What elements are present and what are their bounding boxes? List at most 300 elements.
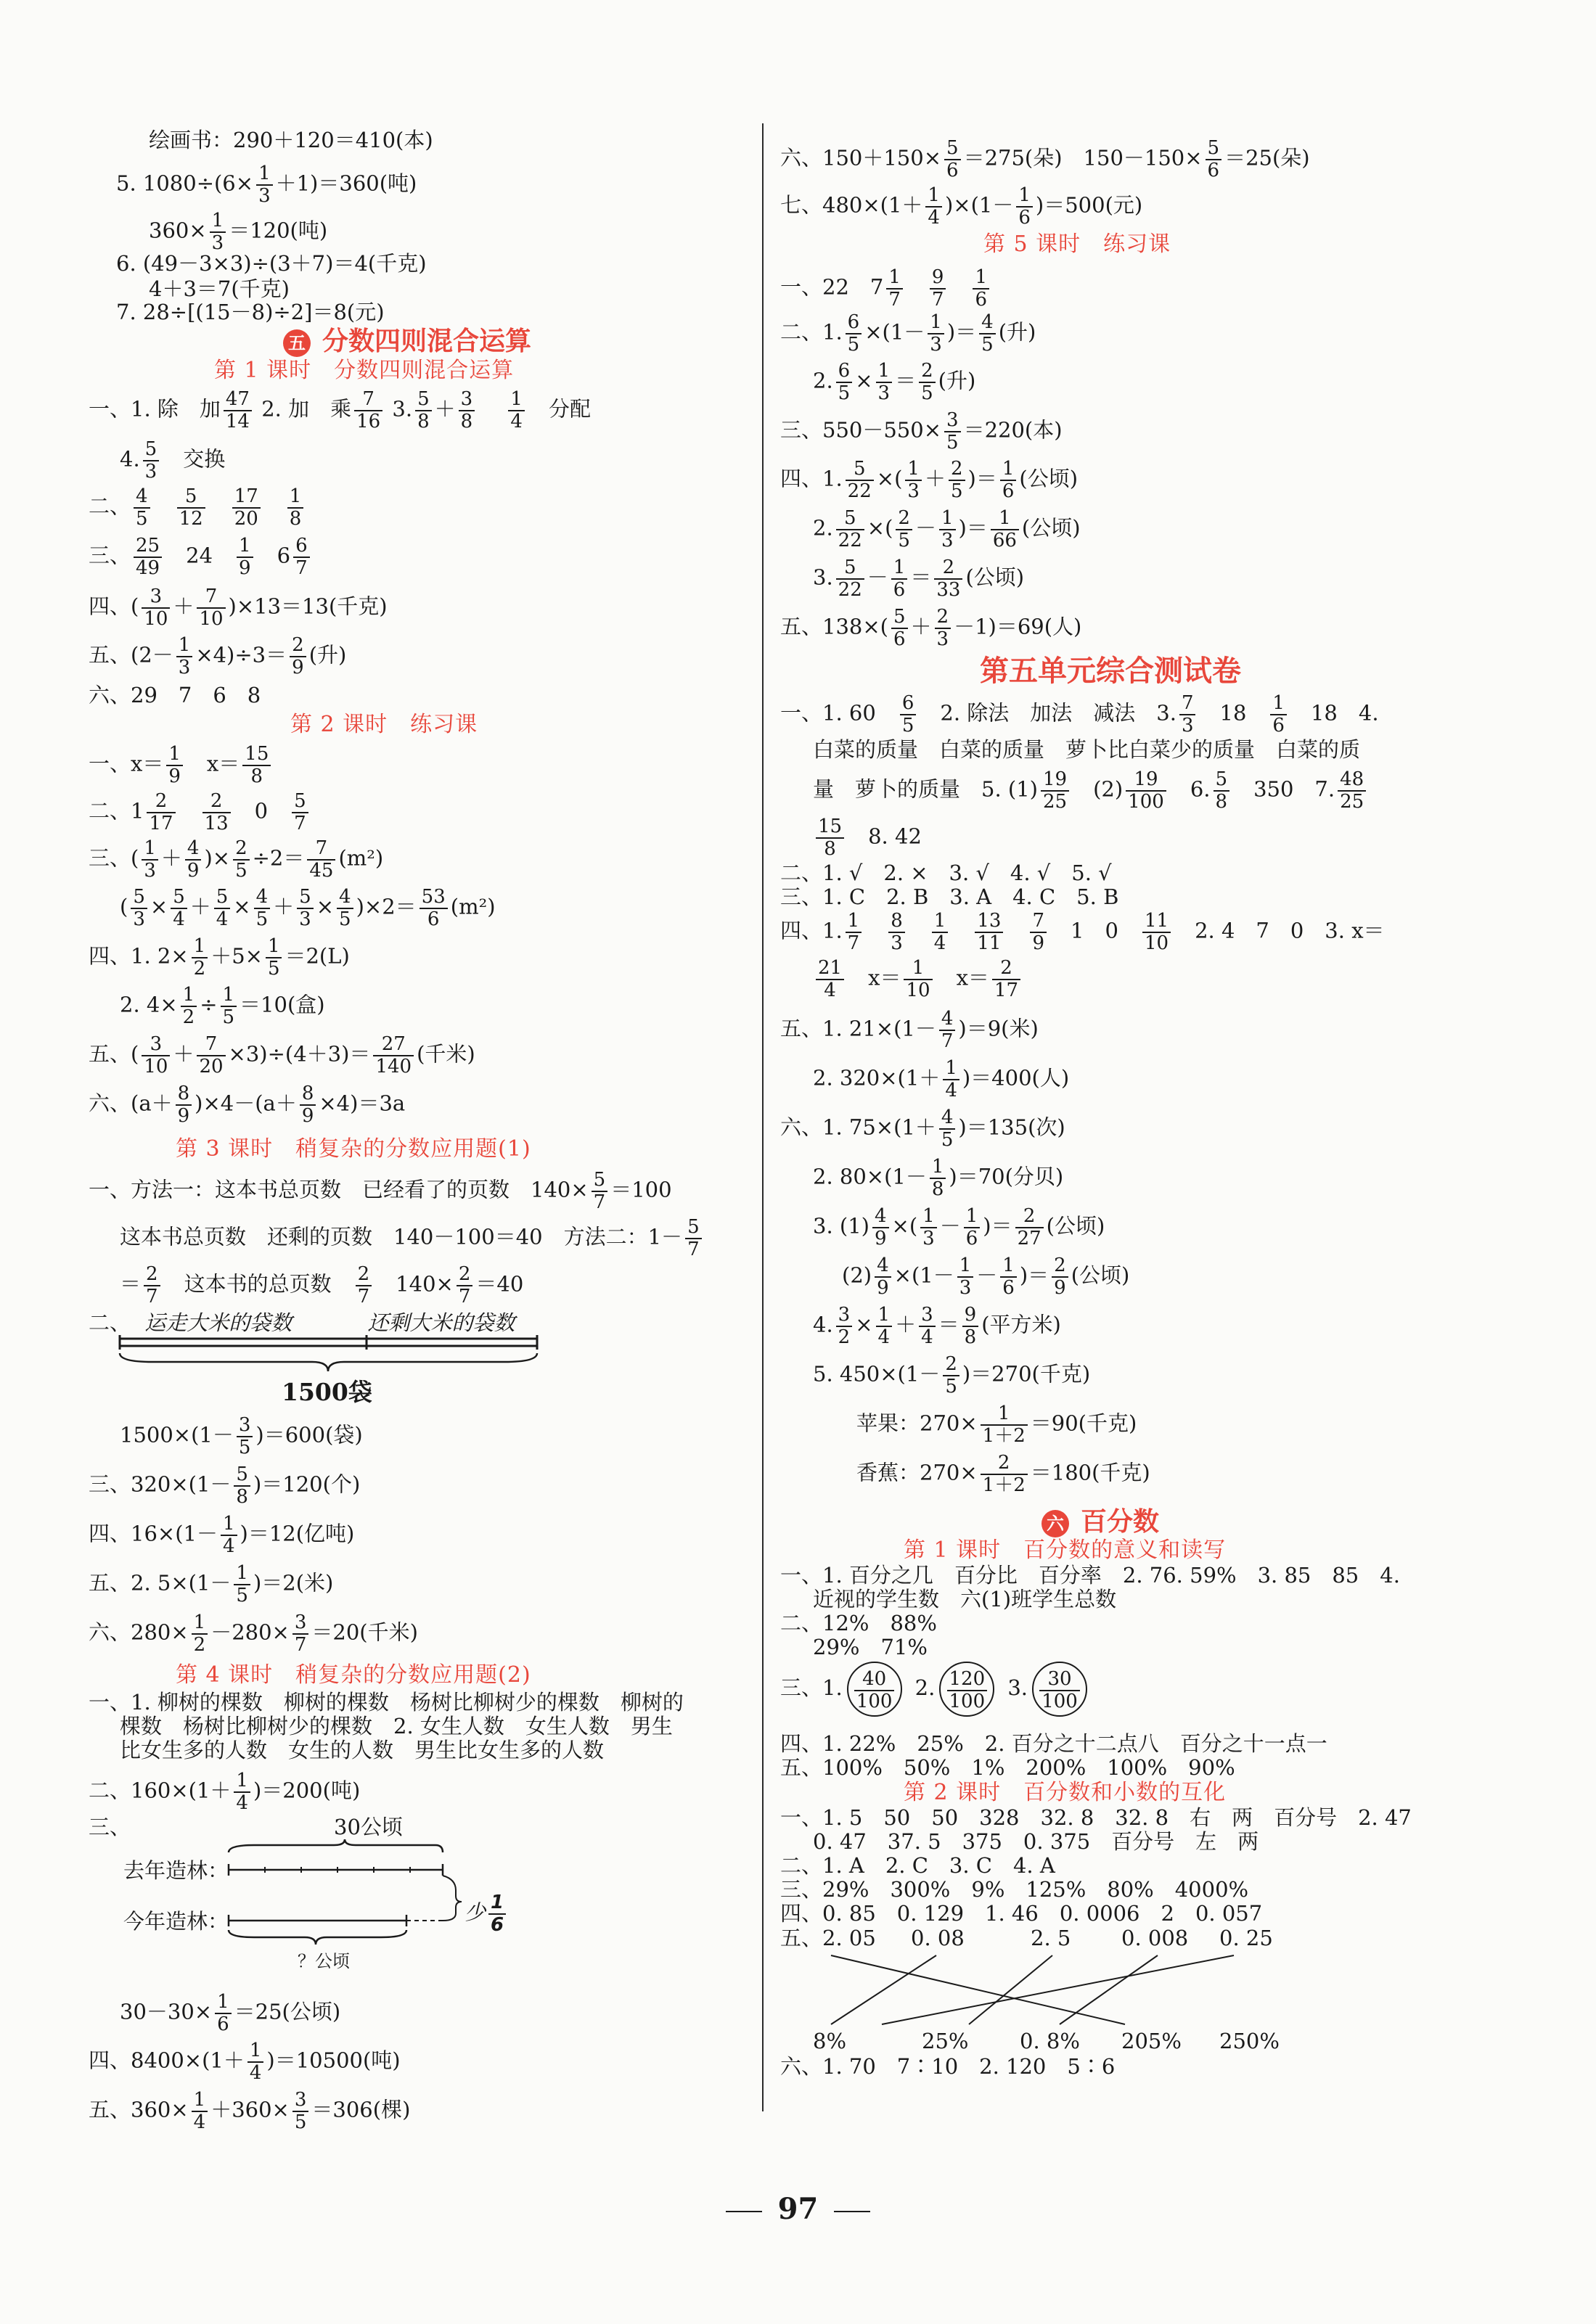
fraction-denominator: 9	[168, 765, 181, 787]
answer-line: 六、280× $\frac{1}{2}$ －280× $\frac{3}{7}$ ＝20(千米)	[89, 1611, 418, 1656]
answer-line: 六、1. 75×(1＋ $\frac{4}{5}$ )＝135(次)	[780, 1106, 1065, 1151]
fraction	[144, 1264, 160, 1307]
fraction-numerator: 19	[1126, 769, 1166, 792]
fraction	[300, 1083, 316, 1126]
answer-line: 三、	[89, 1815, 131, 1839]
fraction	[836, 361, 853, 403]
answer-line: 3. (1) $\frac{4}{9}$ ×( $\frac{1}{3}$ － $\frac{1}{6}$ )＝ $\frac{2}{27}$ (公顷)	[813, 1205, 1105, 1249]
diagram-label: 去年造林：	[123, 1858, 229, 1883]
fraction-denominator: 7	[931, 288, 944, 311]
fraction	[237, 535, 253, 578]
fraction	[836, 508, 864, 551]
fraction	[171, 887, 187, 929]
fraction-denominator: 7	[847, 932, 860, 954]
fraction	[234, 1770, 250, 1813]
page-number-dash	[834, 2211, 870, 2212]
fraction	[939, 508, 956, 551]
fraction-numerator: 4	[134, 486, 150, 509]
fraction	[234, 1563, 250, 1606]
fraction-denominator: 2	[193, 957, 206, 980]
fraction-numerator: 5	[1206, 138, 1222, 160]
unit-heading: 五 分数四则混合运算	[283, 325, 531, 358]
answer-line: 六、(a＋ $\frac{8}{9}$ )×4－(a＋ $\frac{8}{9}$ ×4)＝3a	[89, 1083, 406, 1127]
answer-line: 5. 1080÷(6× $\frac{1}{3}$ ＋1)＝360(吨)	[116, 163, 417, 207]
fraction	[846, 911, 862, 953]
fraction-numerator: 2	[1052, 1255, 1068, 1278]
fraction-denominator: 8	[460, 410, 473, 432]
fraction	[415, 389, 432, 432]
fraction-denominator: 3	[1181, 714, 1194, 736]
fraction-numerator: 1	[925, 185, 942, 208]
answer-line: 五、2. 5×(1－ $\frac{1}{5}$ )＝2(米)	[89, 1562, 334, 1606]
fraction	[221, 1514, 237, 1556]
fraction	[592, 1170, 608, 1212]
fraction-denominator: 6	[1207, 159, 1220, 181]
fraction-denominator: 17	[994, 979, 1019, 1001]
fraction	[287, 486, 304, 529]
unit-heading: 六 百分数	[1042, 1506, 1159, 1538]
fraction	[457, 1264, 473, 1307]
fraction-denominator: 4	[928, 206, 940, 229]
fraction-numerator: 1	[234, 1563, 250, 1585]
answer-line: 一、1. 柳树的棵数 柳树的棵数 杨树比柳树少的棵数 柳树的	[89, 1690, 684, 1715]
fraction-denominator: 9	[177, 1104, 190, 1127]
fraction-numerator: 8	[300, 1083, 316, 1106]
fraction-denominator: 7	[458, 1285, 471, 1307]
fraction	[932, 911, 949, 953]
lesson-heading: 第 3 课时 稍复杂的分数应用题(1)	[176, 1136, 531, 1162]
page-number-dash	[726, 2211, 762, 2212]
fraction-denominator: 22	[838, 529, 862, 551]
fraction-denominator: 7	[295, 557, 308, 579]
answer-line: 三、550－550× $\frac{3}{5}$ ＝220(本)	[780, 409, 1063, 453]
fraction-numerator: 3	[142, 586, 170, 609]
answer-line: 2. 80×(1－ $\frac{1}{8}$ )＝70(分贝)	[813, 1156, 1064, 1200]
answer-line: 五、(2－ $\frac{1}{3}$ ×4)÷3＝ $\frac{2}{9}$ (升)	[89, 634, 347, 678]
answer-line: 7. 28÷[(15－8)÷2]＝8(元)	[116, 300, 385, 324]
fraction-numerator: 30	[1039, 1669, 1080, 1691]
matching-bottom-item: 8%	[813, 2029, 847, 2053]
fraction	[247, 2040, 264, 2083]
fraction	[337, 887, 353, 929]
fraction-denominator: 9	[187, 859, 200, 882]
fraction-denominator: 4	[510, 410, 523, 432]
answer-line: 30－30× $\frac{1}{6}$ ＝25(公顷)	[120, 1991, 341, 2035]
matching-top-item: 0. 25	[1219, 1926, 1273, 1950]
fraction	[1142, 911, 1171, 953]
fraction-numerator: 120	[947, 1669, 988, 1691]
fraction-numerator: 9	[930, 267, 946, 290]
fraction-denominator: 4	[173, 908, 185, 930]
fraction-denominator: 3	[144, 460, 157, 483]
fraction-numerator: 1	[215, 1992, 232, 2014]
fraction-numerator: 3	[292, 1612, 309, 1635]
answer-line: $\frac{21}{4}$ x＝ $\frac{1}{10}$ x＝ $\frac{2}{17}$	[813, 958, 1023, 1001]
fraction	[290, 635, 306, 678]
fraction-numerator: 1	[876, 361, 893, 383]
answer-line: 一、1. 60 $\frac{6}{5}$ 2. 除法 加法 减法 3. $\frac{7}{3}$ 18 $\frac{1}{6}$ 18 4.	[780, 692, 1379, 736]
answer-line: 三、320×(1－ $\frac{5}{8}$ )＝120(个)	[89, 1463, 361, 1508]
fraction-denominator: 9	[239, 557, 251, 579]
fraction	[919, 361, 936, 403]
handwritten-label: 运走大米的袋数	[144, 1310, 292, 1335]
fraction-denominator: 17	[149, 812, 173, 834]
fraction-denominator: 5	[255, 908, 269, 930]
fraction	[508, 389, 525, 432]
fraction-denominator: 5	[339, 908, 351, 930]
fraction-numerator: 3	[237, 1415, 253, 1437]
fraction-numerator: 2	[290, 635, 306, 657]
matching-lines	[780, 1952, 1303, 2032]
matching-top-item: 0. 008	[1121, 1926, 1189, 1950]
fraction-numerator: 15	[816, 816, 844, 839]
fraction	[934, 557, 962, 600]
fraction-numerator: 40	[854, 1669, 895, 1691]
matching-bottom-item: 250%	[1219, 2029, 1280, 2053]
fraction-denominator: 6	[965, 1227, 978, 1249]
fraction-denominator: 3	[144, 859, 156, 882]
matching-bottom-item: 0. 8%	[1020, 2029, 1080, 2053]
fraction-numerator: 1	[891, 557, 908, 580]
fraction-numerator: 1	[221, 1514, 237, 1536]
fraction-numerator: 21	[816, 958, 844, 980]
fraction-numerator: 5	[685, 1217, 702, 1239]
fraction-denominator: 3	[891, 932, 903, 954]
fraction-numerator: 19	[1041, 769, 1069, 792]
fraction-numerator: 1	[192, 2090, 208, 2112]
answer-line: 6. (49－3×3)÷(3＋7)＝4(千克)	[116, 251, 427, 276]
fraction-numerator: 1	[928, 312, 944, 334]
answer-line: 棵数 杨树比柳树少的棵数 2. 女生人数 女生人数 男生	[120, 1714, 673, 1738]
fraction-numerator: 2	[935, 607, 952, 629]
fraction	[373, 1034, 414, 1077]
answer-line: 六、29 7 6 8	[89, 683, 261, 707]
fraction-numerator: 6	[293, 535, 310, 558]
fraction-numerator: 1	[266, 936, 282, 958]
fraction-numerator: 4	[872, 1206, 889, 1228]
answer-line: 四、1. 22% 25% 2. 百分之十二点八 百分之十一点一	[780, 1731, 1327, 1756]
fraction-denominator: 7	[593, 1191, 606, 1213]
fraction	[176, 635, 193, 678]
fraction	[292, 2090, 309, 2132]
fraction	[202, 791, 231, 834]
fraction	[233, 838, 250, 881]
fraction-denominator: 5	[901, 714, 914, 736]
fraction-numerator: 15	[242, 744, 271, 766]
fraction-numerator: 1	[210, 210, 226, 233]
fraction-numerator: 1	[939, 508, 956, 530]
answer-line: 0. 47 37. 5 375 0. 375 百分号 左 两	[813, 1829, 1259, 1854]
fraction	[214, 887, 231, 929]
diagram-total: 30公顷	[334, 1815, 403, 1839]
fraction-denominator: 7	[294, 812, 306, 834]
answer-line: 四、1. 2× $\frac{1}{2}$ ＋5× $\frac{1}{5}$ ＝2(L)	[89, 935, 350, 980]
fraction-denominator: 4	[921, 1326, 933, 1348]
fraction-denominator: 7	[687, 1238, 700, 1260]
fraction-numerator: 1	[904, 958, 932, 980]
fraction	[142, 1034, 170, 1077]
fraction-numerator: 2	[896, 508, 912, 530]
fraction-numerator: 3	[944, 410, 961, 432]
fraction-denominator: 16	[356, 410, 381, 432]
answer-line: 三、1. C 2. B 3. A 4. C 5. B	[780, 884, 1119, 909]
fraction	[1214, 769, 1230, 812]
fraction	[896, 508, 912, 551]
fraction	[192, 1612, 208, 1655]
fraction	[1179, 693, 1196, 736]
fraction	[876, 1305, 893, 1347]
fraction-numerator: 4	[254, 887, 271, 909]
fraction-numerator: 8	[888, 911, 905, 933]
fraction	[254, 887, 271, 929]
fraction-denominator: 27	[1017, 1227, 1042, 1249]
fraction	[888, 911, 905, 953]
answer-line: 六、150＋150× $\frac{5}{6}$ ＝275(朵) 150－150× $\frac{5}{6}$ ＝25(朵)	[780, 137, 1310, 181]
fraction-denominator: 4	[824, 979, 836, 1001]
fraction-numerator: 1	[932, 911, 949, 933]
unit-badge: 六	[1042, 1510, 1069, 1537]
answer-line: 七、480×(1＋ $\frac{1}{4}$ )×(1－ $\frac{1}{6}$ )＝500(元)	[780, 184, 1143, 229]
fraction	[1052, 1255, 1068, 1298]
circled-fraction	[939, 1662, 994, 1717]
fraction-denominator: 3	[877, 382, 891, 404]
fraction-numerator: 5	[1214, 769, 1230, 792]
fraction	[131, 887, 147, 929]
fraction	[935, 607, 952, 649]
fraction-numerator: 5	[836, 557, 864, 580]
fraction-denominator: 6	[1018, 206, 1031, 229]
fraction	[192, 936, 208, 979]
fraction-numerator: 2	[1015, 1206, 1044, 1228]
fraction	[920, 1206, 937, 1249]
fraction-denominator: 5	[222, 1006, 235, 1028]
fraction-numerator: 1	[247, 2040, 264, 2063]
fraction	[242, 744, 271, 787]
fraction-numerator: 25	[134, 535, 162, 558]
answer-line: 二、12% 88%	[780, 1611, 937, 1635]
answer-line: 比女生多的人数 女生的人数 男生比女生多的人数	[120, 1738, 605, 1762]
bar-diagram	[116, 1331, 544, 1375]
page-number: 97	[0, 2191, 1596, 2227]
fraction-numerator: 8	[176, 1083, 192, 1106]
answer-line: 四、8400×(1＋ $\frac{1}{4}$ )＝10500(吨)	[89, 2040, 401, 2084]
answer-line: 五、100% 50% 1% 200% 100% 90%	[780, 1755, 1235, 1780]
fraction	[147, 791, 175, 834]
fraction-denominator: 8	[824, 837, 836, 860]
fraction-numerator: 1	[964, 1206, 981, 1228]
fraction-denominator: 20	[234, 507, 258, 530]
fraction-denominator: 5	[921, 382, 933, 404]
fraction-denominator: 8	[1215, 790, 1228, 813]
answer-line: 量 萝卜的质量 5. (1) $\frac{19}{25}$ (2) $\frac{19}{100}$ 6. $\frac{5}{8}$ 350 7. $\frac{48}{25}$	[813, 769, 1369, 812]
fraction-denominator: 10	[144, 607, 168, 630]
fraction	[957, 1255, 974, 1298]
fraction-numerator: 7	[1179, 693, 1196, 715]
diagram-label: 今年造林：	[123, 1909, 229, 1934]
fraction	[685, 1217, 702, 1260]
fraction	[949, 459, 965, 501]
fraction-numerator: 5	[131, 887, 147, 909]
matching-bottom-item: 25%	[922, 2029, 969, 2053]
answer-line: 二、1. √ 2. × 3. √ 4. √ 5. √	[780, 861, 1112, 885]
fraction-denominator: 6	[1002, 1276, 1015, 1299]
matching-top-item: 2. 5	[1031, 1926, 1071, 1950]
lesson-heading: 第 1 课时 分数四则混合运算	[214, 358, 515, 383]
fraction-denominator: 9	[877, 1276, 889, 1299]
fraction	[891, 607, 908, 649]
fraction-numerator: 4	[185, 838, 202, 861]
fraction	[1338, 769, 1366, 812]
fraction	[292, 791, 308, 834]
fraction-denominator: 2	[838, 1326, 851, 1348]
fraction	[930, 267, 946, 310]
fraction-numerator: 1	[846, 911, 862, 933]
answer-line: 近视的学生数 六(1)班学生总数	[813, 1587, 1117, 1611]
fraction	[354, 389, 382, 432]
fraction-numerator: 17	[232, 486, 261, 509]
fraction-denominator: 3	[922, 1227, 935, 1249]
fraction-numerator: 53	[420, 887, 448, 909]
answer-line: 二、 运走大米的袋数 还剩大米的袋数	[89, 1310, 515, 1335]
fraction-numerator: 2	[992, 958, 1020, 980]
fraction-numerator: 4	[939, 1009, 956, 1031]
fraction	[177, 486, 205, 529]
answer-line: ＝ $\frac{2}{7}$ 这本书的总页数 $\frac{2}{7}$ 140× $\frac{2}{7}$ ＝40	[120, 1263, 524, 1307]
fraction-denominator: 5	[950, 480, 963, 502]
fraction-numerator: 1	[1000, 1255, 1017, 1278]
fraction-numerator: 5	[592, 1170, 608, 1192]
fraction-numerator: 11	[1142, 911, 1171, 933]
fraction	[943, 1058, 959, 1101]
fraction	[197, 1034, 225, 1077]
fraction-denominator: 1＋2	[982, 1424, 1026, 1447]
fraction	[836, 1305, 853, 1347]
fraction	[925, 185, 942, 228]
answer-line: 二、1. $\frac{6}{5}$ ×(1－ $\frac{1}{3}$ )＝ $\frac{4}{5}$ (升)	[780, 311, 1036, 356]
fraction	[1126, 769, 1166, 812]
fraction	[975, 911, 1003, 953]
fraction-numerator: 1	[920, 1206, 937, 1228]
fraction	[979, 312, 996, 355]
answer-line: 二、 $\frac{4}{5}$ $\frac{5}{12}$ $\frac{17}{20}$ $\frac{1}{8}$	[89, 486, 306, 529]
fraction-denominator: 9	[301, 1104, 314, 1127]
answer-line: 29% 71%	[813, 1635, 928, 1659]
fraction	[142, 838, 158, 881]
fraction-denominator: 10	[1144, 932, 1169, 954]
fraction	[891, 557, 908, 600]
fraction-numerator: 1	[192, 1612, 208, 1635]
fraction	[292, 1612, 309, 1655]
fraction-numerator: 6	[846, 312, 862, 334]
fraction	[875, 1255, 891, 1298]
fraction-numerator: 1	[1000, 459, 1017, 481]
fraction-denominator: 22	[847, 480, 872, 502]
fraction-numerator: 1	[1016, 185, 1033, 208]
fraction-denominator: 4	[193, 2111, 206, 2133]
answer-line: 一、1. 除 加 $\frac{47}{14}$ 2. 加 乘 $\frac{7}{16}$ 3. $\frac{5}{8}$ ＋ $\frac{3}{8}$ $\frac{1}{4}$ 分配	[89, 388, 591, 432]
fraction	[234, 1464, 250, 1507]
fraction-numerator: 1	[142, 838, 158, 861]
fraction-denominator: 3	[930, 333, 942, 356]
fraction-numerator: 5	[846, 459, 874, 481]
fraction-denominator: 5	[136, 507, 148, 530]
fraction-numerator: 1	[930, 1157, 946, 1179]
fraction-numerator: 5	[214, 887, 231, 909]
fraction-denominator: 8	[250, 765, 263, 787]
fraction	[224, 389, 252, 432]
fraction	[197, 586, 225, 629]
fraction-denominator: 4	[222, 1535, 235, 1557]
lesson-heading: 第 1 课时 百分数的意义和读写	[904, 1537, 1227, 1563]
fraction-numerator: 2	[356, 1264, 372, 1286]
fraction-numerator: 1	[176, 635, 193, 657]
circled-fraction	[1032, 1662, 1087, 1717]
fraction-numerator: 5	[234, 1464, 250, 1487]
fraction	[876, 361, 893, 403]
answer-line: 4. $\frac{3}{2}$ × $\frac{1}{4}$ ＋ $\frac{3}{4}$ ＝ $\frac{9}{8}$ (平方米)	[813, 1304, 1061, 1348]
fraction	[944, 138, 961, 181]
handwritten-label: 还剩大米的袋数	[367, 1310, 515, 1335]
fraction	[981, 1403, 1028, 1446]
fraction-denominator: 7	[357, 1285, 370, 1307]
fraction-numerator: 5	[177, 486, 205, 509]
fraction-denominator: 4	[249, 2061, 262, 2084]
fraction-denominator: 8	[964, 1326, 977, 1348]
fraction-numerator: 1	[957, 1255, 974, 1278]
answer-line: 2. 320×(1＋ $\frac{1}{4}$ )＝400(人)	[813, 1057, 1070, 1101]
fraction-denominator: 9	[874, 1227, 887, 1249]
fraction	[947, 1669, 988, 1712]
lesson-heading: 第 2 课时 百分数和小数的互化	[904, 1780, 1227, 1805]
fraction-numerator: 27	[373, 1034, 414, 1056]
fraction-numerator: 1	[991, 508, 1019, 530]
fraction-denominator: 2	[182, 1006, 195, 1028]
fraction-denominator: 14	[225, 410, 250, 432]
fraction-numerator: 4	[939, 1107, 956, 1130]
fraction	[854, 1669, 895, 1712]
answer-line: 六、1. 70 7∶10 2. 120 5∶6	[780, 2054, 1116, 2079]
fraction-numerator: 1	[508, 389, 525, 411]
fraction-numerator: 2	[147, 791, 175, 813]
fraction	[992, 958, 1020, 1001]
fraction	[846, 459, 874, 501]
fraction-denominator: 1＋2	[982, 1474, 1026, 1496]
diagram-total: 1500袋	[282, 1378, 372, 1406]
test-heading: 第五单元综合测试卷	[980, 654, 1241, 688]
fraction-numerator: 7	[354, 389, 382, 411]
fraction	[991, 508, 1019, 551]
fraction-denominator: 5	[838, 382, 851, 404]
fraction	[293, 535, 310, 578]
answer-line: 二、160×(1＋ $\frac{1}{4}$ )＝200(吨)	[89, 1770, 361, 1814]
answer-line: (2) $\frac{4}{9}$ ×(1－ $\frac{1}{3}$ － $\frac{1}{6}$ )＝ $\frac{2}{9}$ (公顷)	[842, 1255, 1130, 1299]
fraction-denominator: 5	[294, 2111, 307, 2133]
unit-badge: 五	[283, 329, 311, 357]
fraction	[943, 1354, 959, 1397]
fraction-numerator: 2	[233, 838, 250, 861]
fraction-numerator: 47	[224, 389, 252, 411]
fraction-denominator: 4	[216, 908, 229, 930]
answer-line: 四、( $\frac{3}{10}$ ＋ $\frac{7}{10}$ )×13＝13(千克)	[89, 586, 388, 630]
fraction-denominator: 33	[936, 578, 961, 601]
fraction-denominator: 100	[949, 1690, 986, 1712]
fraction-numerator: 3	[459, 389, 475, 411]
answer-line: 5. 450×(1－ $\frac{2}{5}$ )＝270(千克)	[813, 1353, 1091, 1397]
answer-line: 四、1. $\frac{1}{7}$ $\frac{8}{3}$ $\frac{1}{4}$ $\frac{13}{11}$ $\frac{7}{9}$ 1 0 $\frac{11}{10}$ 2. 4 7 0 3. x＝	[780, 910, 1385, 954]
fraction	[1000, 459, 1017, 501]
fraction-denominator: 66	[992, 529, 1017, 551]
fraction-denominator: 9	[1032, 932, 1045, 954]
